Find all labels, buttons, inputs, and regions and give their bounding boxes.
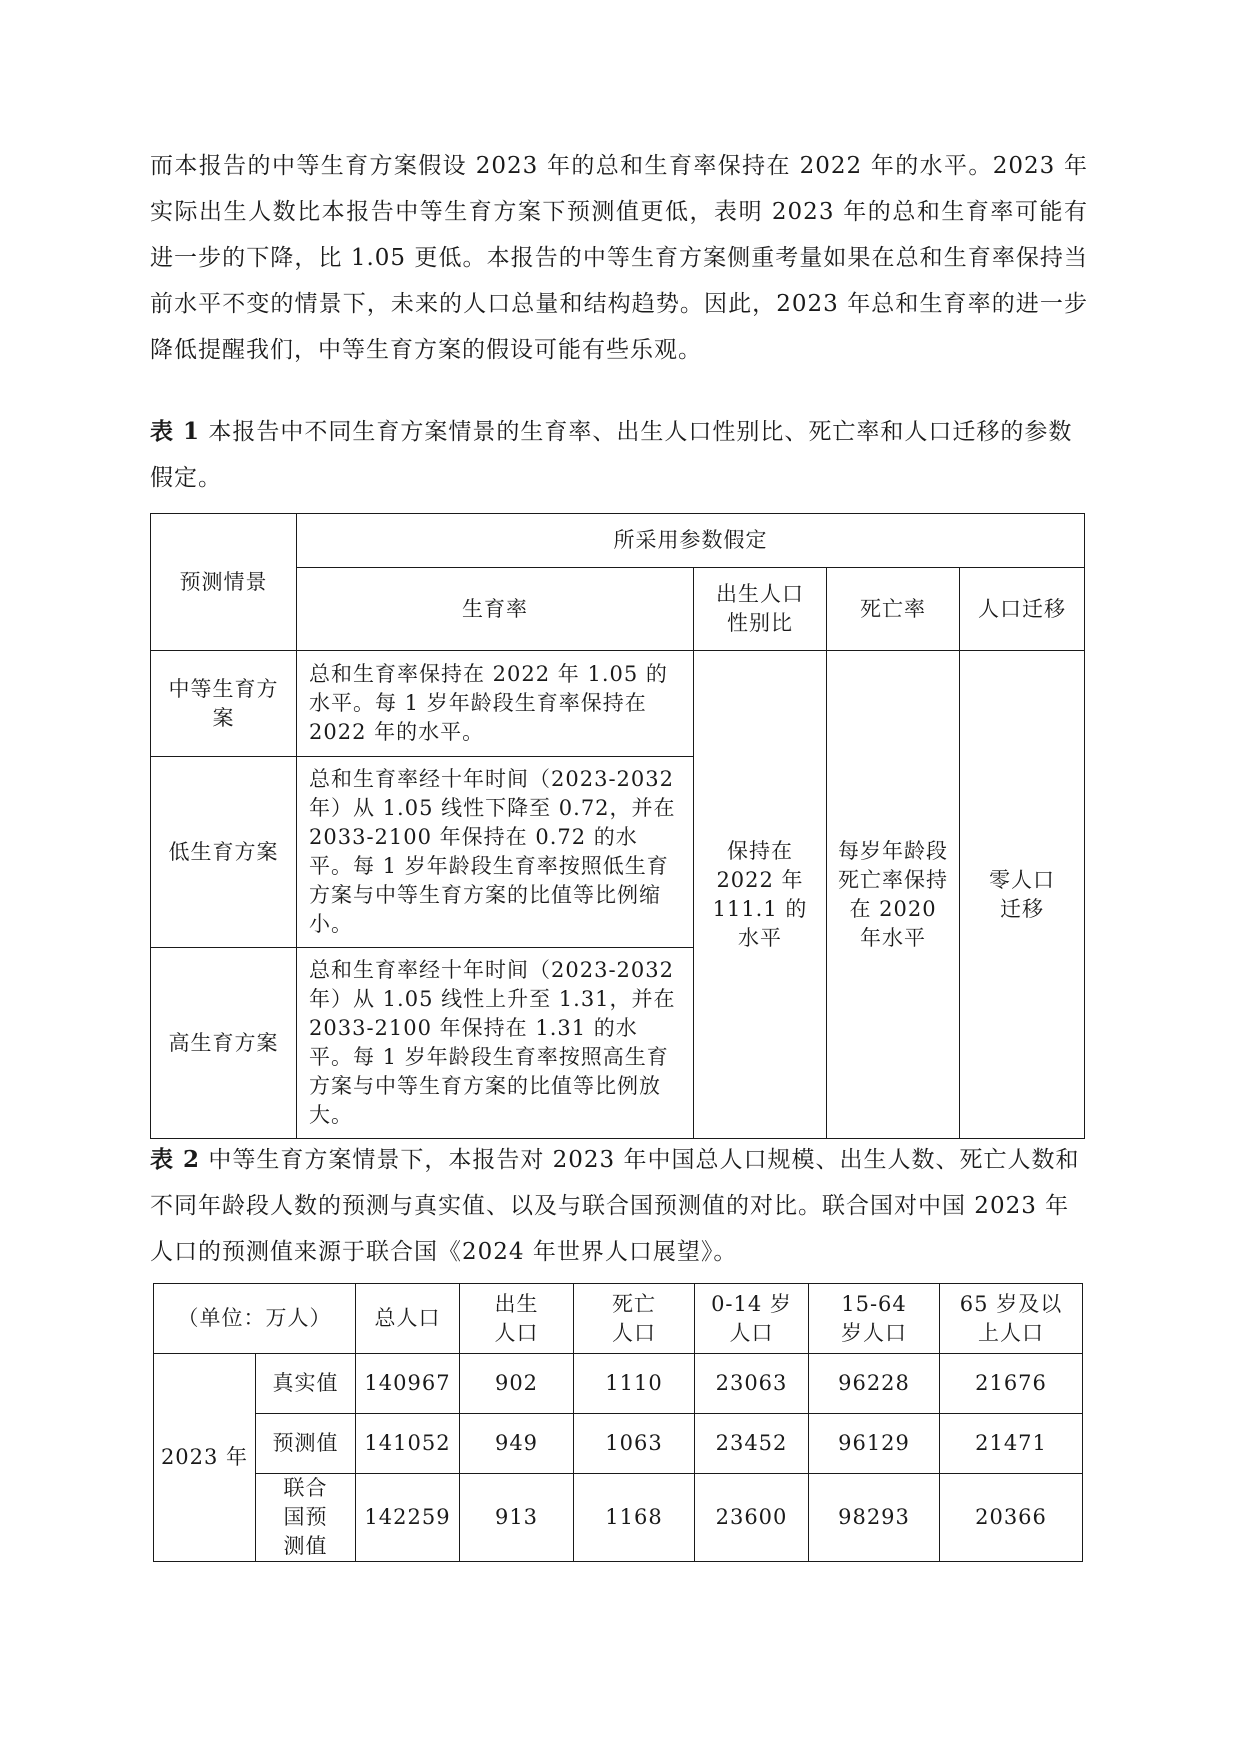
table1-header-sex-ratio: 出生人口性别比 [694,568,827,651]
table1-scenario-high: 高生育方案 [151,948,297,1139]
table2-header-births: 出生人口 [460,1284,574,1354]
table2-row-label: 预测值 [256,1414,356,1474]
table1-caption-text: 本报告中不同生育方案情景的生育率、出生人口性别比、死亡率和人口迁移的参数假定。 [150,419,1073,491]
table1-header-fertility: 生育率 [297,568,694,651]
table1-caption [150,409,1088,501]
table2-cell: 23452 [695,1414,809,1474]
table2-cell: 141052 [356,1414,460,1474]
table1-scenario-medium: 中等生育方案 [151,651,297,757]
table2-header-age-65plus: 65 岁及以上人口 [940,1284,1083,1354]
body-paragraph: 而本报告的中等生育方案假设 2023 年的总和生育率保持在 2022 年的水平。2023 年实际出生人数比本报告中等生育方案下预测值更低，表明 2023 年的总和生育率可能有进一步的下降，比 1.05 更低。本报告的中等生育方案侧重考量如果在总和生育率保持当前水平不变的情景下，未来的人口总量和结构趋势。因此，2023 年总和生育率的进一步降低提醒我们，中等生育方案的假设可能有些乐观。 [150,153,1088,363]
table2-cell: 902 [460,1354,574,1414]
table1-mortality-value: 每岁年龄段死亡率保持在 2020 年水平 [827,651,960,1139]
table1-sex-ratio-value: 保持在 2022 年 111.1 的水平 [694,651,827,1139]
table2-caption [150,1137,1088,1275]
table1-header-scenario: 预测情景 [151,514,297,651]
table2-cell: 20366 [940,1474,1083,1562]
table2-cell: 21471 [940,1414,1083,1474]
table2-cell: 1063 [574,1414,695,1474]
table2-caption-text: 中等生育方案情景下，本报告对 2023 年中国总人口规模、出生人数、死亡人数和不同年龄段人数的预测与真实值、以及与联合国预测值的对比。联合国对中国 2023 年人口的预测值来源于联合国《2024 年世界人口展望》。 [150,1147,1080,1265]
table1-fertility-low: 总和生育率经十年时间（2023-2032 年）从 1.05 线性下降至 0.72，并在 2033-2100 年保持在 0.72 的水平。每 1 岁年龄段生育率按照低生育方案与中等生育方案的比值等比例缩小。 [297,757,694,948]
table2-cell: 98293 [809,1474,940,1562]
table2-cell: 23063 [695,1354,809,1414]
table2-row-label: 真实值 [256,1354,356,1414]
table2-header-age-15-64: 15-64 岁人口 [809,1284,940,1354]
table2-caption-label: 表 2 [150,1146,201,1173]
table1-header-params: 所采用参数假定 [297,514,1085,568]
table2-header-total: 总人口 [356,1284,460,1354]
table2-cell: 1168 [574,1474,695,1562]
table1-migration-value: 零人口迁移 [960,651,1085,1139]
table2-cell: 23600 [695,1474,809,1562]
table1-fertility-medium: 总和生育率保持在 2022 年 1.05 的水平。每 1 岁年龄段生育率保持在 2022 年的水平。 [297,651,694,757]
table1-header-migration: 人口迁移 [960,568,1085,651]
table2-cell: 1110 [574,1354,695,1414]
table1-caption-label: 表 1 [150,418,201,445]
table2-cell: 949 [460,1414,574,1474]
table2-cell: 913 [460,1474,574,1562]
table1-fertility-high: 总和生育率经十年时间（2023-2032 年）从 1.05 线性上升至 1.31，并在 2033-2100 年保持在 1.31 的水平。每 1 岁年龄段生育率按照高生育方案与中等生育方案的比值等比例放大。 [297,948,694,1139]
table2-projection-comparison [153,1283,1083,1562]
table1-header-mortality: 死亡率 [827,568,960,651]
table2-row-label: 联合国预测值 [256,1474,356,1562]
table2-cell: 96129 [809,1414,940,1474]
table2-cell: 96228 [809,1354,940,1414]
table1-scenario-low: 低生育方案 [151,757,297,948]
table2-header-age-0-14: 0-14 岁人口 [695,1284,809,1354]
table2-header-unit: （单位：万人） [154,1284,356,1354]
table2-year: 2023 年 [154,1354,256,1562]
table2-cell: 142259 [356,1474,460,1562]
table2-header-deaths: 死亡人口 [574,1284,695,1354]
table1-parameter-assumptions [150,513,1085,1139]
table2-cell: 21676 [940,1354,1083,1414]
table2-cell: 140967 [356,1354,460,1414]
